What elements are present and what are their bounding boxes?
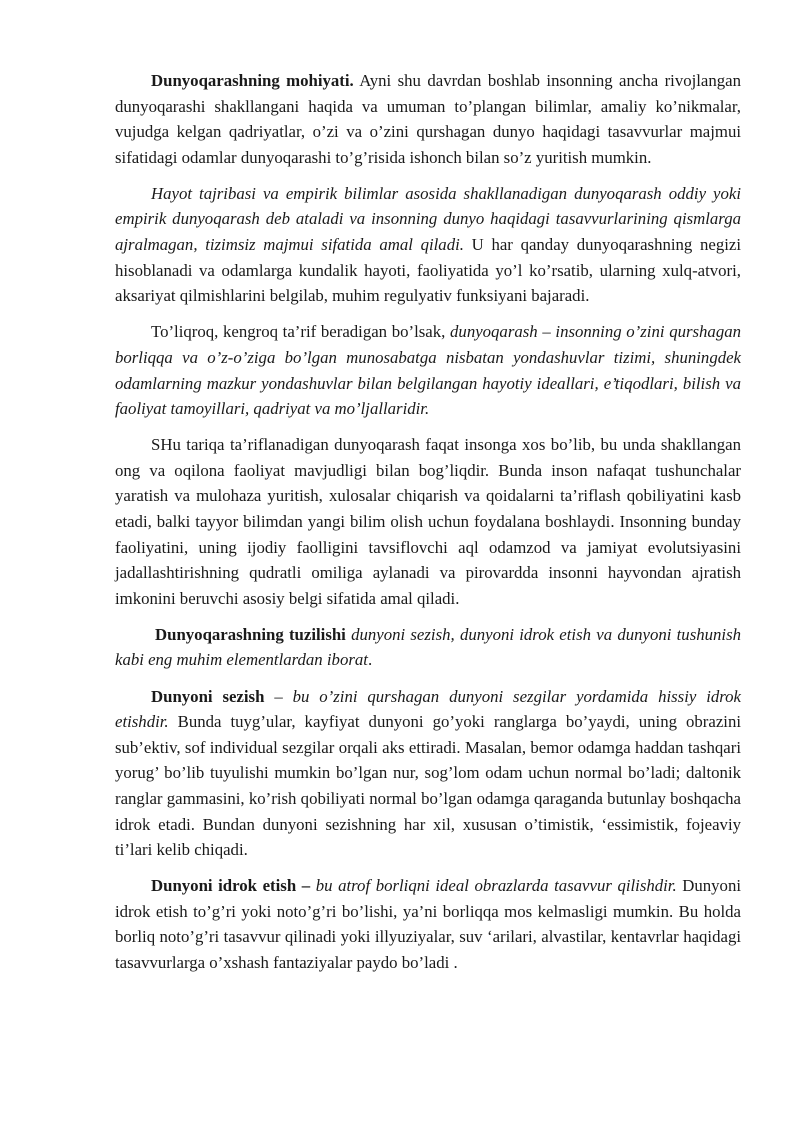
heading-essence: Dunyoqarashning mohiyati.: [151, 71, 354, 90]
paragraph-text: Bunda tuyg’ular, kayfiyat dunyoni go’yoki ranglarga bo’yaydi, uning obrazini sub’ektiv, sof individual sezgilar orqali aks ettiradi. Masalan, bemor odamga haddan tashqari yorug’ bo’lib tuyulishi mumkin bo’lgan nur, sog’lom odam uchun normal bo’ladi; daltonik ranglar gammasini, ko’rish qobiliyati normal bo’lgan odamga qaraganda butunlay boshqacha idrok etadi. Bundan dunyoni sezishning har xil, xususan o’timistik, ‘essimistik, fojeaviy ti’lari kelib chiqadi.: [115, 712, 741, 860]
paragraph-sensing: [115, 684, 741, 863]
paragraph-essence: [115, 68, 741, 170]
paragraph-definition: [115, 319, 741, 421]
paragraph-text: SHu tariqa ta’riflanadigan dunyoqarash faqat insonga xos bo’lib, bu unda shakllangan ong va oqilona faoliyat mavjudligi bilan bog’liqdir. Bunda inson nafaqat tushunchalar yaratish va mulohaza yuritish, xulosalar chiqarish va qoidalarni ta’riflash qobiliyatini kasb etadi, balki tayyor bilimdan yangi bilim olish uchun foydalana boshlaydi. Insonning bunday faoliyatini, uning ijodiy faolligini tavsiflovchi aql odamzod va jamiyat evolutsiyasini jadallashtirishning qudratli omiliga aylanadi va pirovardda insonni hayvondan ajratish imkonini beruvchi asosiy belgi sifatida amal qiladi.: [115, 435, 741, 608]
definition-sensing: bu o’zini qurshagan dunyoni sezgilar yordamida hissiy idrok etishdir.: [115, 686, 742, 732]
paragraph-text: .: [367, 650, 373, 670]
document-page: [115, 68, 741, 986]
paragraph-text: U har qanday dunyoqarashning negizi hisoblanadi va odamlarga kundalik hayoti, faoliyatida yo’l ko’rsatib, ularning xulq-atvori, aksariyat qilmishlarini belgilab, muhim regulyativ funksiyani bajaradi.: [115, 235, 741, 306]
paragraph-text: Ayni shu davrdan boshlab insonning ancha rivojlangan dunyoqarashi shakllangani haqida va umuman to’plangan bilimlar, amaliy ko’nikmalar, vujudga kelgan qadriyatlar, o’zi va o’zini qurshagan dunyo haqidagi tasavvurlar majmui sifatidagi odamlar dunyoqarashi to’g’risida ishonch bilan so’z yuritish mumkin.: [115, 71, 741, 167]
definition-structure: dunyoni sezish, dunyoni idrok etish va dunyoni tushunish kabi eng muhim elementlardan iborat: [115, 624, 741, 670]
dash: –: [264, 686, 293, 706]
paragraph-empirical: [115, 181, 741, 309]
paragraph-human: [115, 432, 741, 611]
paragraph-text: To’liqroq, kengroq ta’rif beradigan bo’lsak,: [151, 322, 451, 342]
paragraph-perception: [115, 873, 741, 975]
definition-perception: bu atrof borliqni ideal obrazlarda tasavvur qilishdir.: [310, 876, 677, 896]
definition-worldview: dunyoqarash – insonning o’zini qurshagan borliqqa va o’z-o’ziga bo’lgan munosabatga nisbatan yondashuvlar tizimi, shuningdek odamlarning mazkur yondashuvlar bilan belgilangan hayotiy ideallari, e’tiqodlari, bilish va faoliyat tamoyillari, qadriyat va mo’ljallaridir.: [115, 322, 741, 419]
definition-empirical: Hayot tajribasi va empirik bilimlar asosida shakllanadigan dunyoqarash oddiy yoki empirik dunyoqarash deb ataladi va insonning dunyo haqidagi tasavvurlarining qismlarga ajralmagan, tizimsiz majmui sifatida amal qiladi.: [115, 183, 741, 255]
paragraph-structure: [115, 622, 741, 673]
heading-sensing: Dunyoni sezish: [151, 686, 265, 706]
heading-perception: Dunyoni idrok etish –: [151, 876, 311, 896]
heading-structure: Dunyoqarashning tuzilishi: [155, 624, 346, 644]
paragraph-text: Dunyoni idrok etish to’g’ri yoki noto’g’ri bo’lishi, ya’ni borliqqa mos kelmasligi mumkin. Bu holda borliq noto’g’ri tasavvur qilinadi yoki illyuziyalar, suv ‘arilari, alvastilar, kentavrlar haqidagi tasavvurlarga o’xshash fantaziyalar paydo bo’ladi .: [115, 876, 741, 972]
